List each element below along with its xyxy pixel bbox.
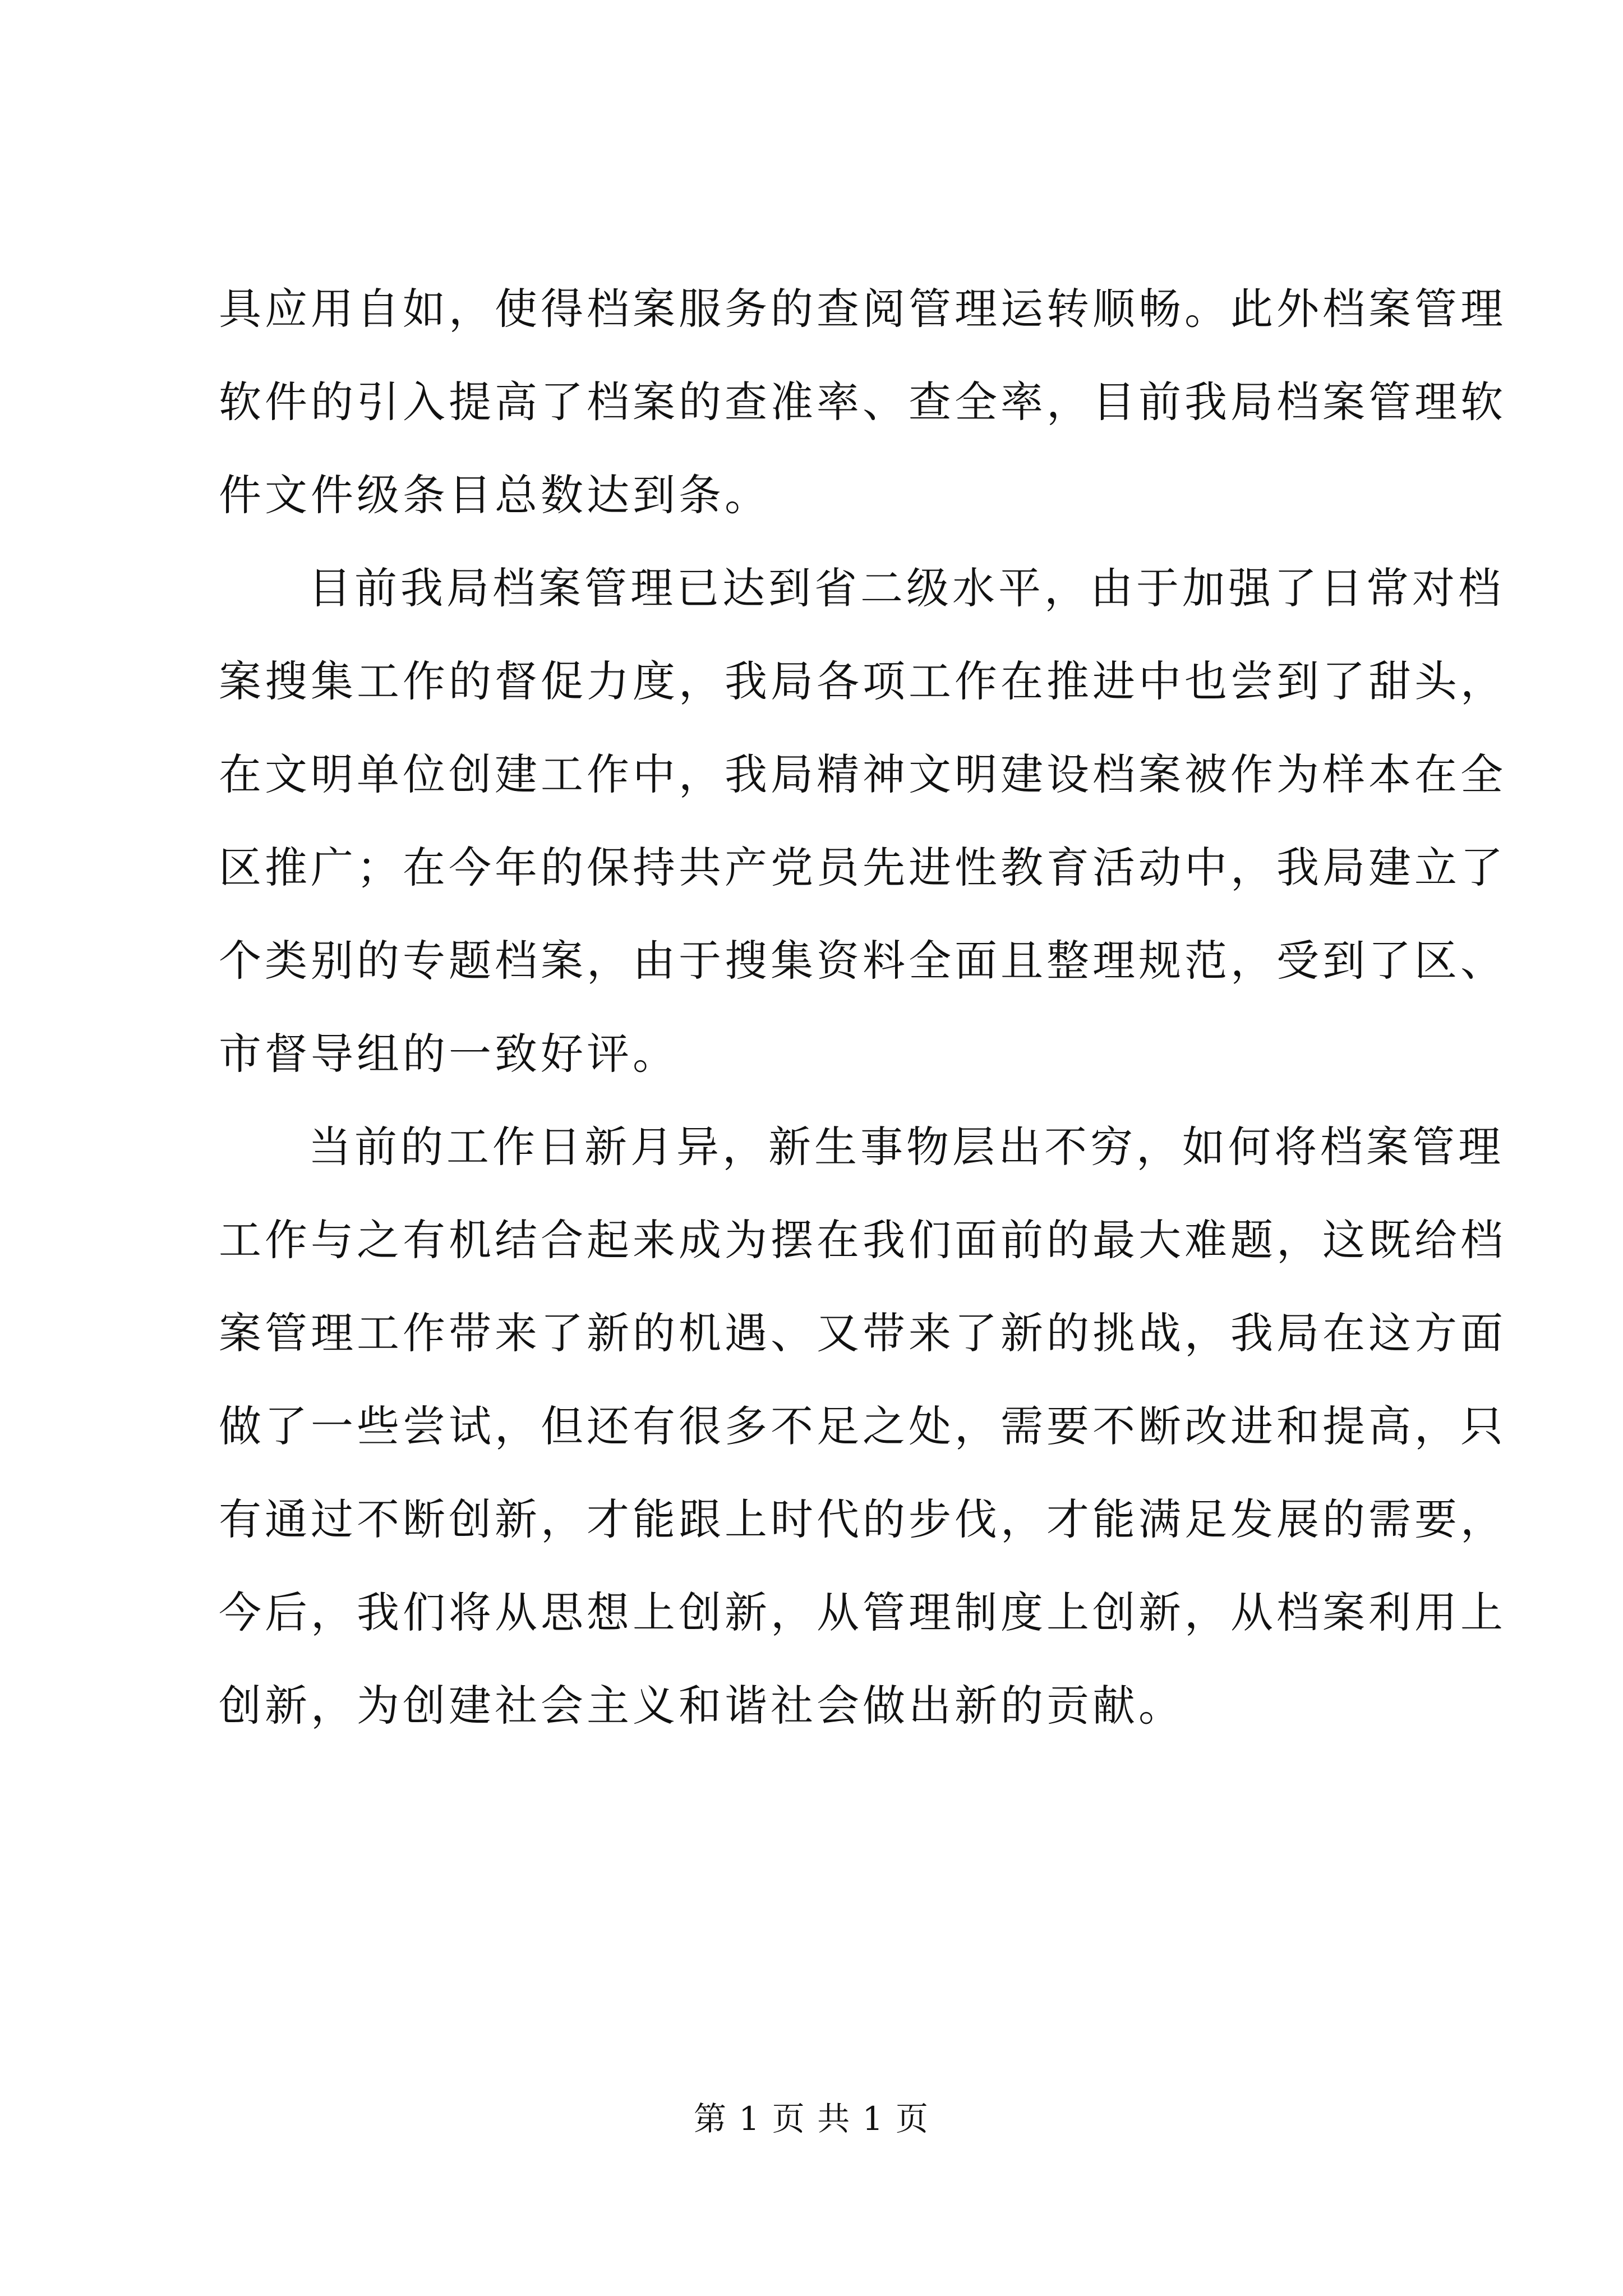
text-line: 做了一些尝试，但还有很多不足之处，需要不断改进和提高，只: [219, 1401, 1506, 1451]
text-line: 软件的引入提高了档案的查准率、查全率，目前我局档案管理软: [219, 377, 1506, 427]
text-line: 在文明单位创建工作中，我局精神文明建设档案被作为样本在全: [219, 749, 1506, 799]
text-line: 具应用自如，使得档案服务的查阅管理运转顺畅。此外档案管理: [219, 284, 1506, 334]
text-line: 市督导组的一致好评。: [219, 1029, 679, 1079]
paragraph-1: [219, 263, 1506, 542]
text-line-first: 目前我局档案管理已达到省二级水平，由于加强了日常对档: [308, 563, 1504, 613]
document-body: [219, 263, 1506, 1752]
paragraph-3: [219, 1101, 1506, 1752]
text-line: 件文件级条目总数达到条。: [219, 470, 771, 520]
text-line: 工作与之有机结合起来成为摆在我们面前的最大难题，这既给档: [219, 1215, 1506, 1265]
text-line: 有通过不断创新，才能跟上时代的步伐，才能满足发展的需要，: [219, 1494, 1506, 1544]
text-line: 区推广；在今年的保持共产党员先进性教育活动中，我局建立了: [219, 843, 1506, 892]
text-line-first: 当前的工作日新月异，新生事物层出不穷，如何将档案管理: [308, 1122, 1504, 1172]
text-line: 今后，我们将从思想上创新，从管理制度上创新，从档案利用上: [219, 1588, 1506, 1637]
text-line: 个类别的专题档案，由于搜集资料全面且整理规范，受到了区、: [219, 936, 1506, 986]
paragraph-2: [219, 542, 1506, 1101]
text-line: 案管理工作带来了新的机遇、又带来了新的挑战，我局在这方面: [219, 1308, 1506, 1358]
text-line: 创新，为创建社会主义和谐社会做出新的贡献。: [219, 1681, 1184, 1731]
page-number-footer: 第 1 页 共 1 页: [694, 2100, 929, 2138]
text-line: 案搜集工作的督促力度，我局各项工作在推进中也尝到了甜头，: [219, 656, 1506, 706]
